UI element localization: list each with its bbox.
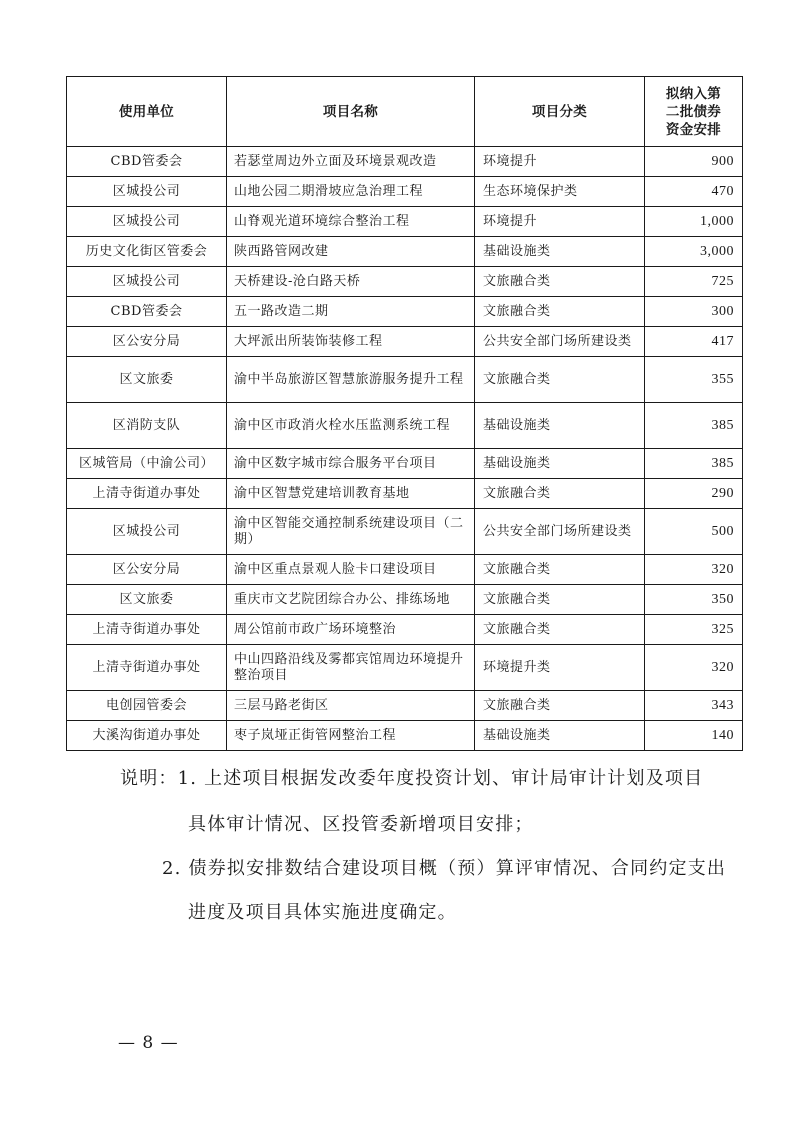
cell-project: 渝中区市政消火栓水压监测系统工程 <box>227 403 475 449</box>
cell-amount: 385 <box>645 449 743 479</box>
cell-amount: 290 <box>645 479 743 509</box>
cell-category: 文旅融合类 <box>475 297 645 327</box>
table-row <box>67 207 743 237</box>
table-row <box>67 297 743 327</box>
cell-unit: 区城投公司 <box>67 207 227 237</box>
cell-amount: 500 <box>645 509 743 555</box>
table-row <box>67 555 743 585</box>
cell-unit: 区消防支队 <box>67 403 227 449</box>
cell-category: 公共安全部门场所建设类 <box>475 509 645 555</box>
cell-category: 文旅融合类 <box>475 691 645 721</box>
cell-category: 基础设施类 <box>475 237 645 267</box>
cell-project: 渝中区智能交通控制系统建设项目（二期） <box>227 509 475 555</box>
cell-category: 文旅融合类 <box>475 615 645 645</box>
table-row <box>67 327 743 357</box>
page-number: — 8 — <box>118 1033 179 1053</box>
cell-project: 三层马路老街区 <box>227 691 475 721</box>
header-project-name: 项目名称 <box>227 77 475 147</box>
cell-unit: 区城投公司 <box>67 509 227 555</box>
table-row <box>67 585 743 615</box>
cell-amount: 300 <box>645 297 743 327</box>
cell-unit: CBD管委会 <box>67 297 227 327</box>
cell-category: 文旅融合类 <box>475 267 645 297</box>
cell-category: 公共安全部门场所建设类 <box>475 327 645 357</box>
table-row <box>67 645 743 691</box>
table-row <box>67 147 743 177</box>
cell-amount: 320 <box>645 645 743 691</box>
table-row <box>67 403 743 449</box>
cell-category: 基础设施类 <box>475 403 645 449</box>
table-row <box>67 357 743 403</box>
table-row <box>67 177 743 207</box>
cell-project: 陕西路管网改建 <box>227 237 475 267</box>
cell-amount: 355 <box>645 357 743 403</box>
cell-project: 大坪派出所装饰装修工程 <box>227 327 475 357</box>
cell-amount: 725 <box>645 267 743 297</box>
table-body <box>67 147 743 751</box>
cell-project: 中山四路沿线及雾都宾馆周边环境提升整治项目 <box>227 645 475 691</box>
cell-amount: 1,000 <box>645 207 743 237</box>
cell-project: 山脊观光道环境综合整治工程 <box>227 207 475 237</box>
cell-category: 文旅融合类 <box>475 585 645 615</box>
cell-unit: CBD管委会 <box>67 147 227 177</box>
cell-unit: 历史文化街区管委会 <box>67 237 227 267</box>
header-amount-line-1: 拟纳入第 <box>665 85 722 102</box>
cell-amount: 385 <box>645 403 743 449</box>
cell-category: 文旅融合类 <box>475 555 645 585</box>
cell-project: 渝中区智慧党建培训教育基地 <box>227 479 475 509</box>
cell-project: 渝中区重点景观人脸卡口建设项目 <box>227 555 475 585</box>
note-line-4: 进度及项目具体实施进度确定。 <box>188 902 457 923</box>
cell-unit: 区文旅委 <box>67 357 227 403</box>
table-row <box>67 237 743 267</box>
cell-amount: 417 <box>645 327 743 357</box>
note-line-1: 说明：1. 上述项目根据发改委年度投资计划、审计局审计计划及项目 <box>120 768 704 789</box>
cell-project: 周公馆前市政广场环境整治 <box>227 615 475 645</box>
table-header <box>67 77 743 147</box>
cell-project: 五一路改造二期 <box>227 297 475 327</box>
header-unit: 使用单位 <box>67 77 227 147</box>
cell-unit: 区公安分局 <box>67 555 227 585</box>
cell-category: 基础设施类 <box>475 721 645 751</box>
cell-amount: 470 <box>645 177 743 207</box>
cell-amount: 320 <box>645 555 743 585</box>
table-row <box>67 509 743 555</box>
cell-amount: 140 <box>645 721 743 751</box>
cell-category: 文旅融合类 <box>475 479 645 509</box>
cell-unit: 区城投公司 <box>67 177 227 207</box>
header-amount-line-3: 资金安排 <box>665 121 722 138</box>
cell-category: 文旅融合类 <box>475 357 645 403</box>
cell-project: 渝中半岛旅游区智慧旅游服务提升工程 <box>227 357 475 403</box>
header-amount <box>645 77 743 147</box>
header-project-category: 项目分类 <box>475 77 645 147</box>
cell-project: 渝中区数字城市综合服务平台项目 <box>227 449 475 479</box>
table-row <box>67 449 743 479</box>
cell-unit: 区城投公司 <box>67 267 227 297</box>
table-row <box>67 691 743 721</box>
bond-allocation-table <box>66 76 743 751</box>
cell-project: 重庆市文艺院团综合办公、排练场地 <box>227 585 475 615</box>
cell-project: 山地公园二期滑坡应急治理工程 <box>227 177 475 207</box>
cell-project: 若瑟堂周边外立面及环境景观改造 <box>227 147 475 177</box>
cell-amount: 900 <box>645 147 743 177</box>
cell-unit: 区城管局（中渝公司） <box>67 449 227 479</box>
cell-amount: 3,000 <box>645 237 743 267</box>
cell-project: 枣子岚垭正街管网整治工程 <box>227 721 475 751</box>
cell-unit: 电创园管委会 <box>67 691 227 721</box>
cell-unit: 区文旅委 <box>67 585 227 615</box>
cell-unit: 上清寺街道办事处 <box>67 615 227 645</box>
cell-amount: 350 <box>645 585 743 615</box>
cell-project: 天桥建设-沧白路天桥 <box>227 267 475 297</box>
cell-category: 生态环境保护类 <box>475 177 645 207</box>
note-line-2: 具体审计情况、区投管委新增项目安排； <box>188 814 534 835</box>
header-row <box>67 77 743 147</box>
cell-unit: 大溪沟街道办事处 <box>67 721 227 751</box>
table-row <box>67 721 743 751</box>
cell-unit: 上清寺街道办事处 <box>67 645 227 691</box>
cell-unit: 上清寺街道办事处 <box>67 479 227 509</box>
header-amount-line-2: 二批债券 <box>665 103 722 120</box>
cell-unit: 区公安分局 <box>67 327 227 357</box>
cell-amount: 325 <box>645 615 743 645</box>
cell-category: 环境提升类 <box>475 645 645 691</box>
cell-category: 基础设施类 <box>475 449 645 479</box>
table-row <box>67 615 743 645</box>
table-row <box>67 267 743 297</box>
cell-category: 环境提升 <box>475 207 645 237</box>
table-row <box>67 479 743 509</box>
cell-category: 环境提升 <box>475 147 645 177</box>
note-line-3: 2. 债券拟安排数结合建设项目概（预）算评审情况、合同约定支出 <box>162 858 727 879</box>
cell-amount: 343 <box>645 691 743 721</box>
